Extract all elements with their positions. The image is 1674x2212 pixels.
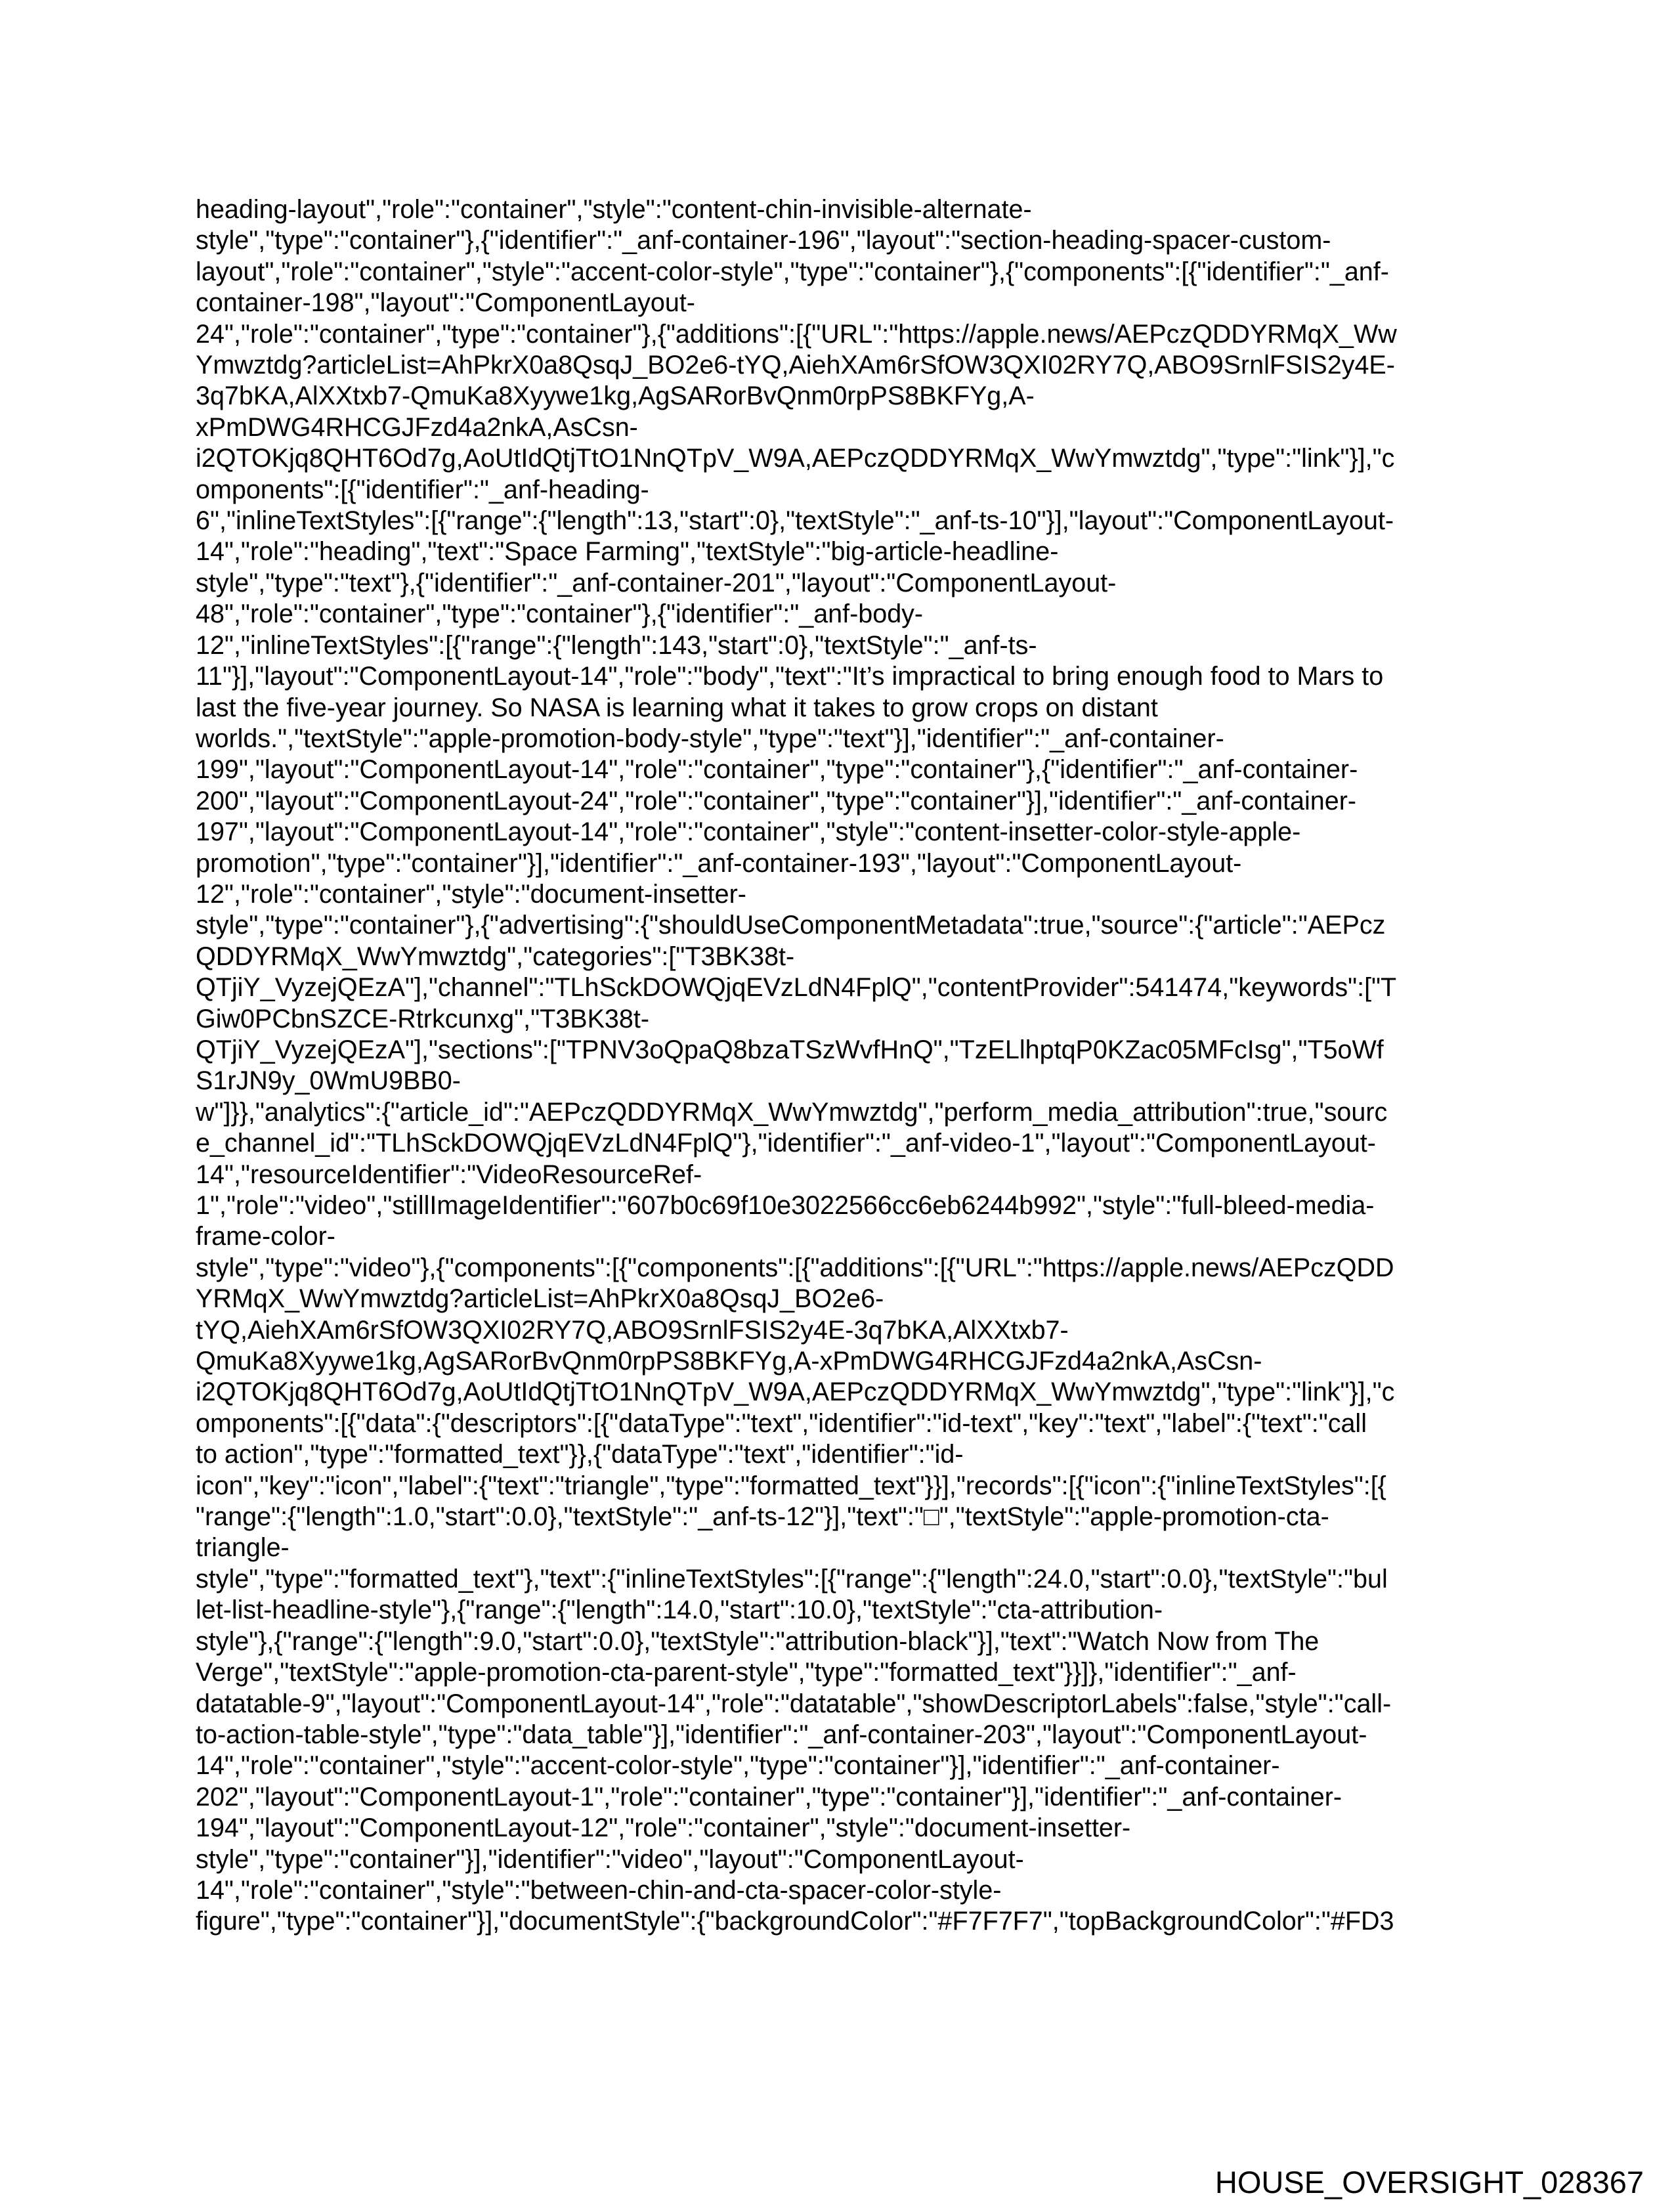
text-line: 11"}],"layout":"ComponentLayout-14","role":"body","text":"It’s impractical to bring enough food to Mars to [196,662,1384,691]
text-line: Giw0PCbnSZCE-Rtrkcunxg","T3BK38t- [196,1004,649,1033]
text-line: figure","type":"container"}],"documentStyle":{"backgroundColor":"#F7F7F7","topBackgroundColor":"#FD3 [196,1907,1394,1936]
text-line: tYQ,AiehXAm6rSfOW3QXI02RY7Q,ABO9SrnlFSIS2y4E-3q7bKA,AlXXtxb7- [196,1315,1069,1345]
text-line: omponents":[{"data":{"descriptors":[{"dataType":"text","identifier":"id-text","key":"text","label":{"text":"call [196,1408,1367,1438]
text-line: datatable-9","layout":"ComponentLayout-14","role":"datatable","showDescriptorLabels":false,"style":"call- [196,1689,1392,1718]
text-line: QmuKa8Xyywe1kg,AgSARorBvQnm0rpPS8BKFYg,A-xPmDWG4RHCGJFzd4a2nkA,AsCsn- [196,1347,1262,1376]
text-line: 48","role":"container","type":"container"},{"identifier":"_anf-body- [196,599,924,629]
text-line: Verge","textStyle":"apple-promotion-cta-parent-style","type":"formatted_text"}}]},"identifier":"_anf- [196,1658,1297,1687]
text-line: 14","role":"heading","text":"Space Farming","textStyle":"big-article-headline- [196,537,1059,567]
text-line: w"]}},"analytics":{"article_id":"AEPczQDDYRMqX_WwYmwztdg","perform_media_attribution":true,"sourc [196,1097,1388,1127]
text-line: QTjiY_VyzejQEzA"],"sections":["TPNV3oQpaQ8bzaTSzWvfHnQ","TzELlhptqP0KZac05MFcIsg","T5oWf [196,1035,1384,1064]
text-line: S1rJN9y_0WmU9BB0- [196,1066,461,1096]
text-line: xPmDWG4RHCGJFzd4a2nkA,AsCsn- [196,412,638,442]
text-line: QTjiY_VyzejQEzA"],"channel":"TLhSckDOWQjqEVzLdN4FplQ","contentProvider":541474,"keywords":["T [196,973,1397,1003]
text-line: i2QTOKjq8QHT6Od7g,AoUtIdQtjTtO1NnQTpV_W9A,AEPczQDDYRMqX_WwYmwztdg","type":"link"}],"c [196,1377,1395,1407]
text-line: 24","role":"container","type":"container"},{"additions":[{"URL":"https://apple.news/AEPczQDDYRMqX_Ww [196,319,1397,349]
text-line: i2QTOKjq8QHT6Od7g,AoUtIdQtjTtO1NnQTpV_W9A,AEPczQDDYRMqX_WwYmwztdg","type":"link"}],"c [196,444,1395,473]
text-line: frame-color- [196,1222,335,1251]
text-line: style"},{"range":{"length":9.0,"start":0.0},"textStyle":"attribution-black"}],"text":"Watch Now from The [196,1626,1320,1656]
text-line: 199","layout":"ComponentLayout-14","role":"container","type":"container"},{"identifier":"_anf-container- [196,755,1358,785]
text-line: 1","role":"video","stillImageIdentifier":"607b0c69f10e3022566cc6eb6244b992","style":"full-bleed-media- [196,1191,1375,1220]
text-line: promotion","type":"container"}],"identifier":"_anf-container-193","layout":"ComponentLayout- [196,848,1242,878]
text-line: e_channel_id":"TLhSckDOWQjqEVzLdN4FplQ"},"identifier":"_anf-video-1","layout":"ComponentLayout- [196,1129,1376,1158]
text-line: 14","resourceIdentifier":"VideoResourceRef- [196,1160,702,1189]
text-line: style","type":"text"},{"identifier":"_anf-container-201","layout":"ComponentLayout- [196,568,1117,597]
text-line: "range":{"length":1.0,"start":0.0},"textStyle":"_anf-ts-12"}],"text":"□","textStyle":"apple-promotion-cta- [196,1502,1329,1532]
text-line: 197","layout":"ComponentLayout-14","role":"container","style":"content-insetter-color-style-apple- [196,817,1301,847]
text-line: triangle- [196,1533,290,1563]
text-line: style","type":"formatted_text"},"text":{"inlineTextStyles":[{"range":{"length":24.0,"start":0.0},"textStyle":"bul [196,1564,1388,1594]
text-line: to-action-table-style","type":"data_table"}],"identifier":"_anf-container-203","layout":"ComponentLayout- [196,1720,1367,1749]
text-line: 12","role":"container","style":"document-insetter- [196,879,746,909]
text-line: omponents":[{"identifier":"_anf-heading- [196,475,649,504]
text-line: style","type":"container"},{"identifier":"_anf-container-196","layout":"section-heading-spacer-custom- [196,226,1331,255]
text-line: icon","key":"icon","label":{"text":"triangle","type":"formatted_text"}}],"records":[{"icon":{"inlineTextStyles":[{ [196,1471,1386,1500]
text-line: 202","layout":"ComponentLayout-1","role":"container","type":"container"}],"identifier":"_anf-container- [196,1782,1342,1811]
text-line: Ymwztdg?articleList=AhPkrX0a8QsqJ_BO2e6-tYQ,AiehXAm6rSfOW3QXI02RY7Q,ABO9SrnlFSIS2y4E- [196,351,1395,380]
text-line: last the five-year journey. So NASA is learning what it takes to grow crops on distant [196,693,1158,722]
text-line: style","type":"container"}],"identifier":"video","layout":"ComponentLayout- [196,1844,1024,1874]
bates-stamp: HOUSE_OVERSIGHT_028367 [1214,2165,1644,2200]
text-line: container-198","layout":"ComponentLayout- [196,288,695,318]
text-line: style","type":"video"},{"components":[{"components":[{"additions":[{"URL":"https://apple.news/AEPczQDD [196,1253,1394,1282]
text-line: 14","role":"container","style":"between-chin-and-cta-spacer-color-style- [196,1875,1002,1905]
text-line: layout","role":"container","style":"accent-color-style","type":"container"},{"components":[{"identifier":"_anf- [196,257,1389,286]
text-line: 200","layout":"ComponentLayout-24","role":"container","type":"container"}],"identifier":"_anf-container- [196,786,1357,815]
document-body-text [196,194,1472,1938]
text-line: worlds.","textStyle":"apple-promotion-body-style","type":"text"}],"identifier":"_anf-container- [196,724,1224,753]
text-line: 12","inlineTextStyles":[{"range":{"length":143,"start":0},"textStyle":"_anf-ts- [196,630,1037,660]
text-line: 14","role":"container","style":"accent-color-style","type":"container"}],"identifier":"_anf-container- [196,1751,1280,1781]
text-line: 3q7bKA,AlXXtxb7-QmuKa8Xyywe1kg,AgSARorBvQnm0rpPS8BKFYg,A- [196,381,1035,411]
text-line: 194","layout":"ComponentLayout-12","role":"container","style":"document-insetter- [196,1813,1131,1843]
text-line: style","type":"container"},{"advertising":{"shouldUseComponentMetadata":true,"source":{"article":"AEPcz [196,911,1386,940]
text-line: to action","type":"formatted_text"}},{"dataType":"text","identifier":"id- [196,1440,964,1469]
text-line: heading-layout","role":"container","style":"content-chin-invisible-alternate- [196,195,1032,224]
text-line: QDDYRMqX_WwYmwztdg","categories":["T3BK38t- [196,942,795,971]
text-line: 6","inlineTextStyles":[{"range":{"length":13,"start":0},"textStyle":"_anf-ts-10"}],"layout":"ComponentLayout- [196,506,1394,536]
text-line: YRMqX_WwYmwztdg?articleList=AhPkrX0a8QsqJ_BO2e6- [196,1284,884,1314]
text-line: let-list-headline-style"},{"range":{"length":14.0,"start":10.0},"textStyle":"cta-attribution- [196,1595,1163,1625]
